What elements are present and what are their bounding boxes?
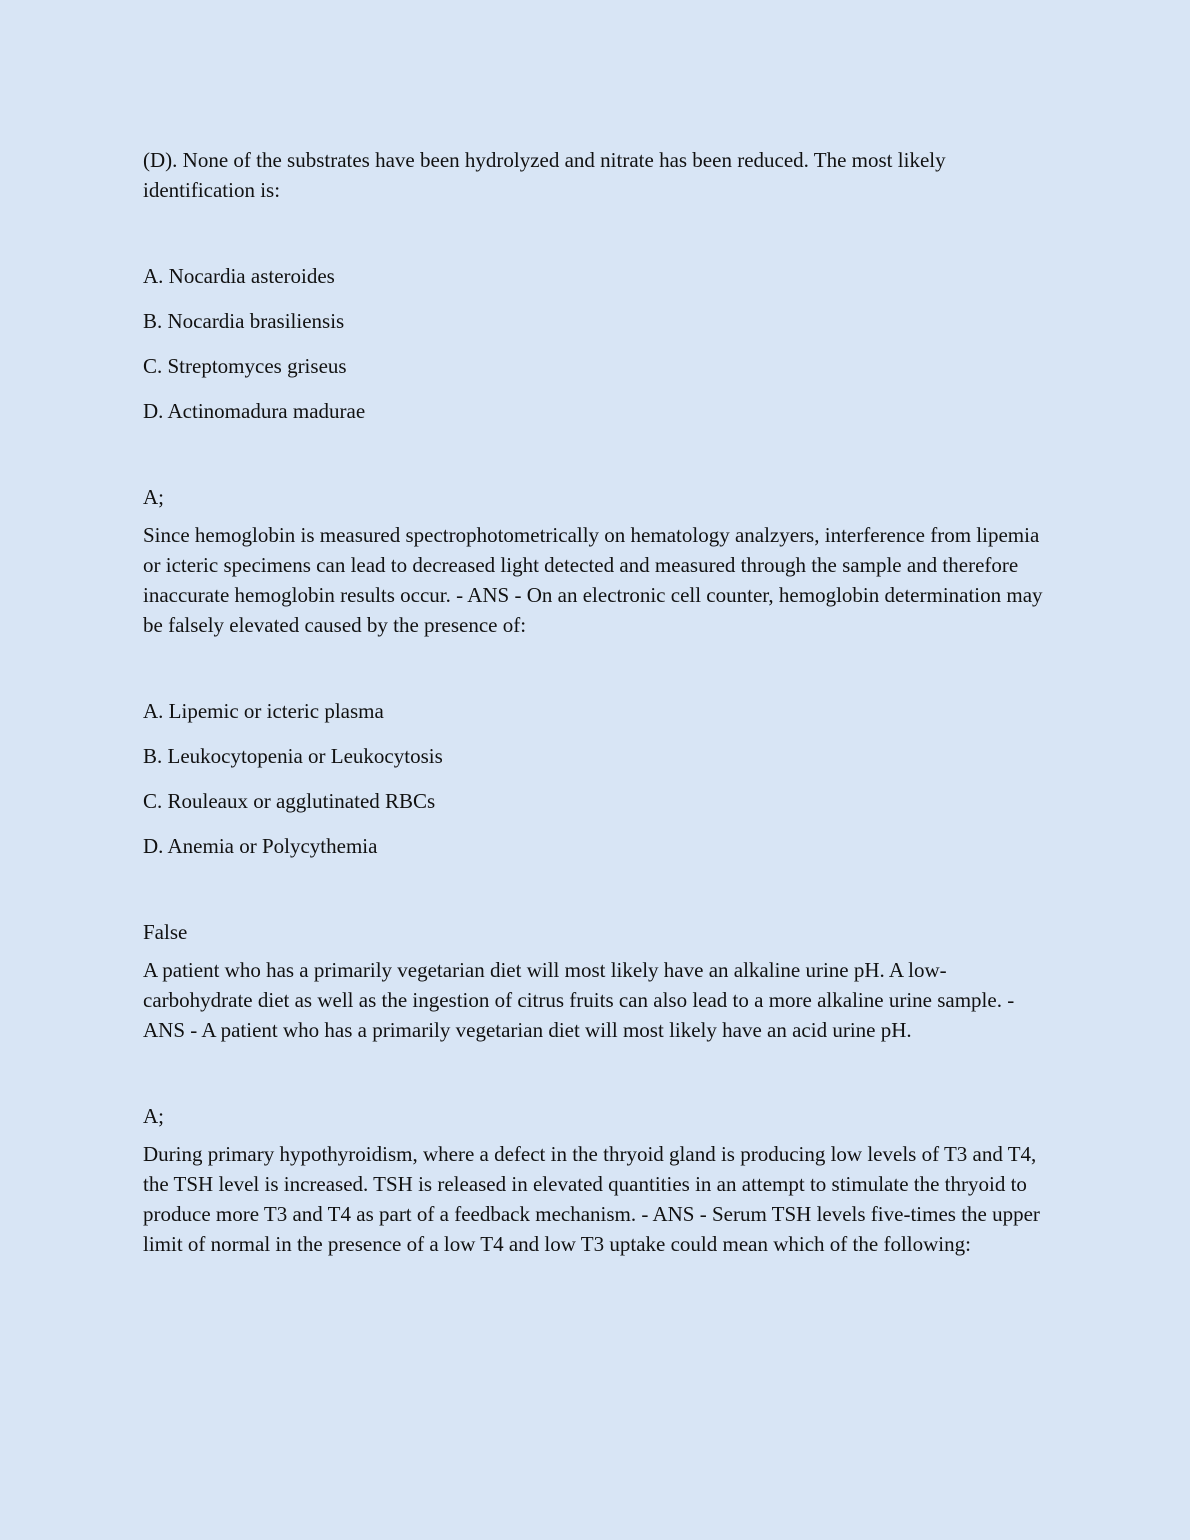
- option-c: C. Rouleaux or agglutinated RBCs: [143, 789, 436, 813]
- option-a: A. Lipemic or icteric plasma: [143, 699, 384, 723]
- question-stem: (D). None of the substrates have been hydrolyzed and nitrate has been reduced. The most likely identification is:: [143, 148, 946, 202]
- option-d: D. Actinomadura madurae: [143, 399, 366, 423]
- answer-label: A;: [143, 485, 164, 509]
- answer-label: A;: [143, 1104, 164, 1128]
- document-content: [143, 145, 1050, 1259]
- option-c: C. Streptomyces griseus: [143, 354, 347, 378]
- answer-label: False: [143, 920, 188, 944]
- answer-explanation: Since hemoglobin is measured spectrophotometrically on hematology analzyers, interference from lipemia or icteric specimens can lead to decreased light detected and measured through the sample and therefore inaccurate hemoglobin results occur. - ANS - On an electronic cell counter, hemoglobin determination may be falsely elevated caused by the presence of:: [143, 523, 1043, 637]
- answer-explanation: A patient who has a primarily vegetarian diet will most likely have an alkaline urine pH. A low-carbohydrate diet as well as the ingestion of citrus fruits can also lead to a more alkaline urine sample. - ANS - A patient who has a primarily vegetarian diet will most likely have an acid urine pH.: [143, 958, 1015, 1042]
- option-b: B. Nocardia brasiliensis: [143, 309, 345, 333]
- option-a: A. Nocardia asteroides: [143, 264, 335, 288]
- answer-explanation: During primary hypothyroidism, where a defect in the thryoid gland is producing low levels of T3 and T4, the TSH level is increased. TSH is released in elevated quantities in an attempt to stimulate the thryoid to produce more T3 and T4 as part of a feedback mechanism. - ANS - Serum TSH levels five-times the upper limit of normal in the presence of a low T4 and low T3 uptake could mean which of the following:: [143, 1142, 1040, 1256]
- option-b: B. Leukocytopenia or Leukocytosis: [143, 744, 443, 768]
- option-d: D. Anemia or Polycythemia: [143, 834, 378, 858]
